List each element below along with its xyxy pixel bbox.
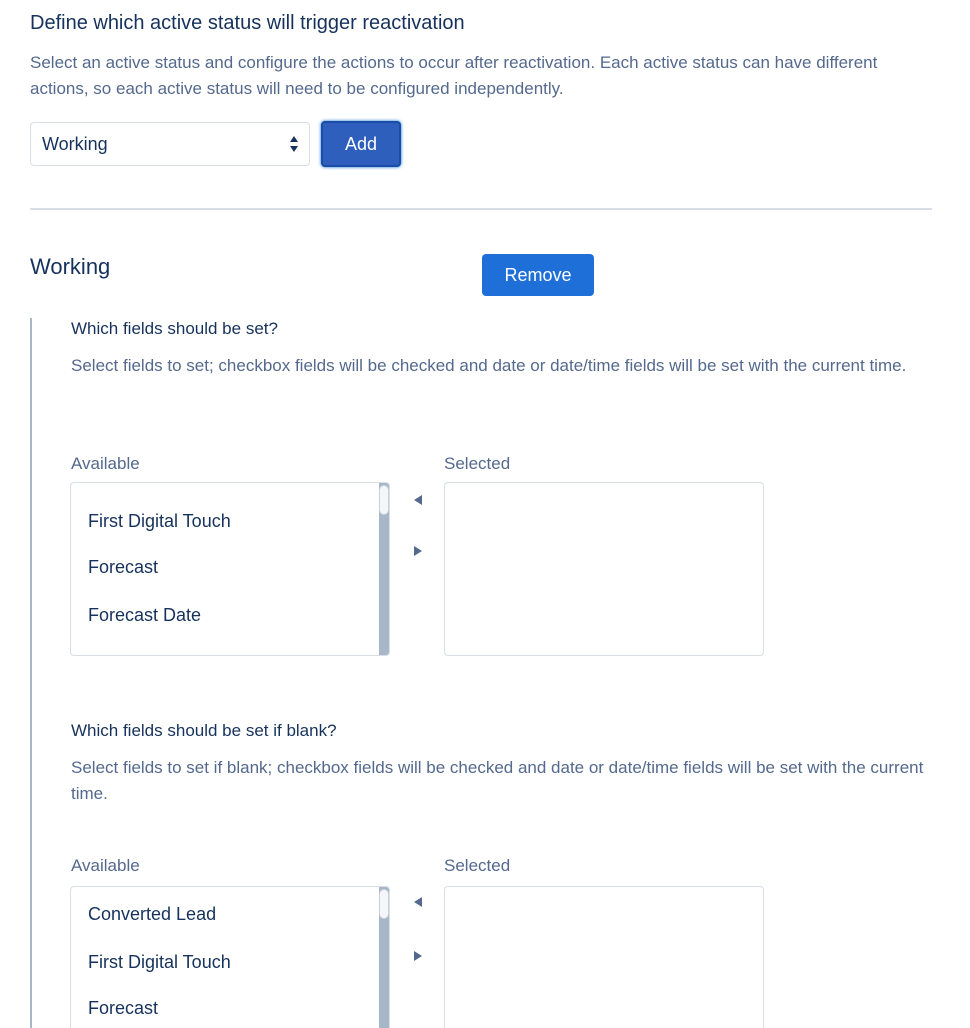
status-select[interactable]	[30, 122, 310, 166]
divider	[30, 208, 932, 210]
list-item[interactable]: Forecast	[88, 557, 159, 577]
status-select-value: Working	[42, 134, 108, 154]
fields-blank-available-label: Available	[71, 856, 140, 875]
page-heading: Define which active status will trigger reactivation	[30, 12, 465, 34]
fields-blank-description: Select fields to set if blank; checkbox fields will be checked and date or date/time fields will be set with the current time.	[71, 758, 924, 803]
scrollbar-thumb[interactable]	[379, 889, 389, 919]
fields-set-selected-label: Selected	[444, 454, 511, 473]
scrollbar[interactable]	[379, 483, 389, 655]
fields-blank-available-list[interactable]	[70, 886, 390, 1028]
move-right-icon[interactable]	[412, 545, 424, 557]
scrollbar-thumb[interactable]	[379, 485, 389, 515]
section-title: Working	[30, 254, 111, 279]
fields-set-question: Which fields should be set?	[71, 319, 278, 338]
scrollbar[interactable]	[379, 887, 389, 1028]
page-description: Select an active status and configure the actions to occur after reactivation. Each active status can have different actions, so each active status will need to be configured independently.	[30, 53, 878, 98]
list-item[interactable]: Forecast	[88, 998, 159, 1018]
fields-set-selected-list[interactable]	[444, 482, 764, 656]
fields-set-description: Select fields to set; checkbox fields will be checked and date or date/time fields will be set with the current time.	[71, 356, 907, 375]
up-down-caret-icon	[289, 134, 299, 154]
list-item[interactable]: First Digital Touch	[88, 511, 231, 531]
fields-blank-selected-list[interactable]	[444, 886, 764, 1028]
section-indent-line	[30, 318, 32, 1028]
fields-blank-question: Which fields should be set if blank?	[71, 721, 337, 740]
fields-set-available-list[interactable]	[70, 482, 390, 656]
add-button[interactable]: Add	[321, 121, 401, 167]
move-left-icon[interactable]	[412, 896, 424, 908]
fields-set-available-label: Available	[71, 454, 140, 473]
move-left-icon[interactable]	[412, 494, 424, 506]
list-item[interactable]: Forecast Date	[88, 605, 202, 625]
fields-blank-selected-label: Selected	[444, 856, 511, 875]
remove-button[interactable]: Remove	[482, 254, 594, 296]
list-item[interactable]: First Digital Touch	[88, 952, 231, 972]
move-right-icon[interactable]	[412, 950, 424, 962]
list-item[interactable]: Converted Lead	[88, 904, 217, 924]
